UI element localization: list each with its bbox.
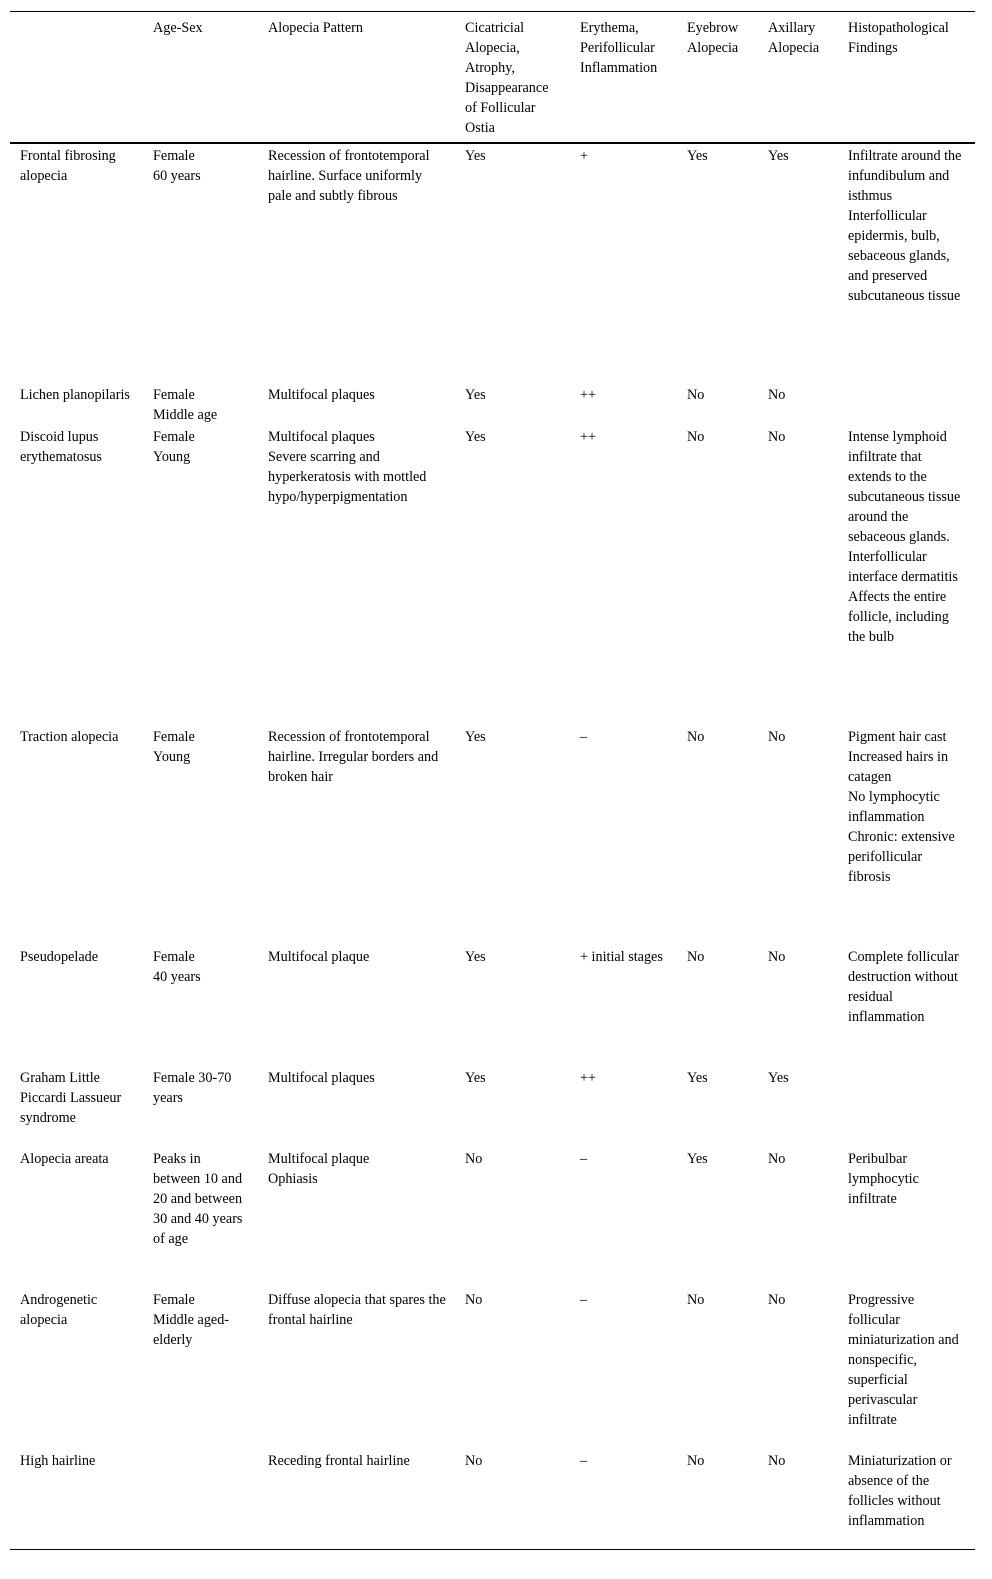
cell-age-sex: Female 60 years [153,147,201,184]
cell-erythema: + [580,147,589,164]
header-erythema: Erythema, Perifollicular Inflammation [570,12,677,143]
table-row [10,1288,975,1449]
cell-histopathology: Miniaturization or absence of the follicles without inflammation [838,1449,975,1550]
cell-axillary: No [768,386,786,403]
header-axillary: Axillary Alopecia [758,12,838,143]
table-row [10,143,975,383]
cell-condition: Discoid lupus erythematosus [20,428,102,465]
cell-eyebrow: Yes [687,1150,708,1167]
cell-cicatricial: Yes [465,728,486,745]
cell-histopathology: Infiltrate around the infundibulum and isthmus Interfollicular epidermis, bulb, sebaceous glands, and preserved subcutaneous tissue [848,147,962,304]
cell-eyebrow: No [687,428,705,445]
header-alopecia-pattern: Alopecia Pattern [258,12,455,143]
cell-axillary: No [768,1150,786,1167]
cell-pattern: Multifocal plaque [268,948,370,965]
header-eyebrow: Eyebrow Alopecia [677,12,758,143]
cell-pattern: Multifocal plaques Severe scarring and hyperkeratosis with mottled hypo/hyperpigmentation [268,428,427,505]
cell-pattern: Multifocal plaque Ophiasis [268,1150,370,1187]
cell-condition: High hairline [10,1449,143,1550]
cell-eyebrow: No [687,386,705,403]
cell-age-sex: Female Middle age [153,386,218,423]
cell-age-sex: Female Middle aged-elderly [153,1291,230,1348]
cell-axillary: No [768,428,786,445]
cell-age-sex: Female Young [153,728,195,765]
table-row [10,425,975,725]
table-row [10,1449,975,1550]
cell-age-sex: Female Young [153,428,195,465]
cell-erythema: – [580,1150,588,1167]
cell-condition: Lichen planopilaris [20,386,130,403]
cell-eyebrow: No [687,948,705,965]
cell-pattern: Multifocal plaques [268,1069,375,1086]
cell-eyebrow: No [687,728,705,745]
cell-erythema: ++ [580,386,597,403]
cell-cicatricial: Yes [465,428,486,445]
cell-condition: Traction alopecia [20,728,119,745]
cell-axillary: Yes [768,1069,789,1086]
header-age-sex: Age-Sex [143,12,258,143]
cell-erythema: + initial stages [580,948,663,965]
cell-erythema: – [570,1449,677,1550]
cell-erythema: – [580,1291,588,1308]
cell-condition: Graham Little Piccardi Lassueur syndrome [20,1069,122,1126]
header-blank [10,12,143,143]
cell-axillary: No [768,948,786,965]
cell-erythema: ++ [580,1069,597,1086]
cell-pattern: Recession of frontotemporal hairline. Irregular borders and broken hair [268,728,439,785]
cell-condition: Alopecia areata [20,1150,109,1167]
cell-age-sex [143,1449,258,1550]
cell-axillary: No [768,1291,786,1308]
cell-cicatricial: Yes [465,386,486,403]
cell-condition: Androgenetic alopecia [20,1291,98,1328]
cell-pattern: Receding frontal hairline [258,1449,455,1550]
cell-cicatricial: Yes [465,948,486,965]
cell-condition: Frontal fibrosing alopecia [20,147,116,184]
cell-histopathology: Complete follicular destruction without residual inflammation [848,948,959,1025]
cell-pattern: Multifocal plaques [268,386,375,403]
cell-histopathology [838,1066,975,1147]
cell-pattern: Diffuse alopecia that spares the frontal hairline [268,1291,446,1328]
table-row [10,725,975,945]
cell-pattern: Recession of frontotemporal hairline. Surface uniformly pale and subtly fibrous [268,147,430,204]
cell-age-sex: Peaks in between 10 and 20 and between 30 and 40 years of age [153,1150,243,1247]
header-row [10,12,975,143]
cell-axillary: No [768,728,786,745]
cell-age-sex: Female 40 years [153,948,201,985]
alopecia-comparison-table [10,11,975,1550]
cell-histopathology: Intense lymphoid infiltrate that extends to the subcutaneous tissue around the sebaceous glands. Interfollicular interface dermatitis Affects the entire follicle, including the bulb [848,428,961,645]
cell-eyebrow: Yes [687,1069,708,1086]
cell-erythema: – [580,728,588,745]
table-row [10,383,975,425]
cell-cicatricial: No [455,1449,570,1550]
cell-condition: Pseudopelade [20,948,99,965]
table-row [10,1066,975,1147]
cell-axillary: Yes [768,147,789,164]
cell-cicatricial: Yes [465,1069,486,1086]
cell-erythema: ++ [580,428,597,445]
cell-histopathology: Peribulbar lymphocytic infiltrate [848,1150,919,1207]
cell-histopathology: Progressive follicular miniaturization and nonspecific, superficial perivascular infiltrate [848,1291,959,1428]
header-histopathology: Histopathological Findings [838,12,975,143]
cell-eyebrow: Yes [687,147,708,164]
table-row [10,1147,975,1288]
cell-axillary: No [758,1449,838,1550]
cell-cicatricial: Yes [465,147,486,164]
cell-eyebrow: No [677,1449,758,1550]
cell-cicatricial: No [465,1291,483,1308]
table-row [10,945,975,1066]
cell-histopathology [838,383,975,425]
header-cicatricial: Cicatricial Alopecia, Atrophy, Disappearance of Follicular Ostia [455,12,570,143]
cell-histopathology: Pigment hair cast Increased hairs in catagen No lymphocytic inflammation Chronic: extensive perifollicular fibrosis [848,728,955,885]
cell-eyebrow: No [687,1291,705,1308]
cell-cicatricial: No [465,1150,483,1167]
cell-age-sex: Female 30-70 years [153,1069,232,1106]
